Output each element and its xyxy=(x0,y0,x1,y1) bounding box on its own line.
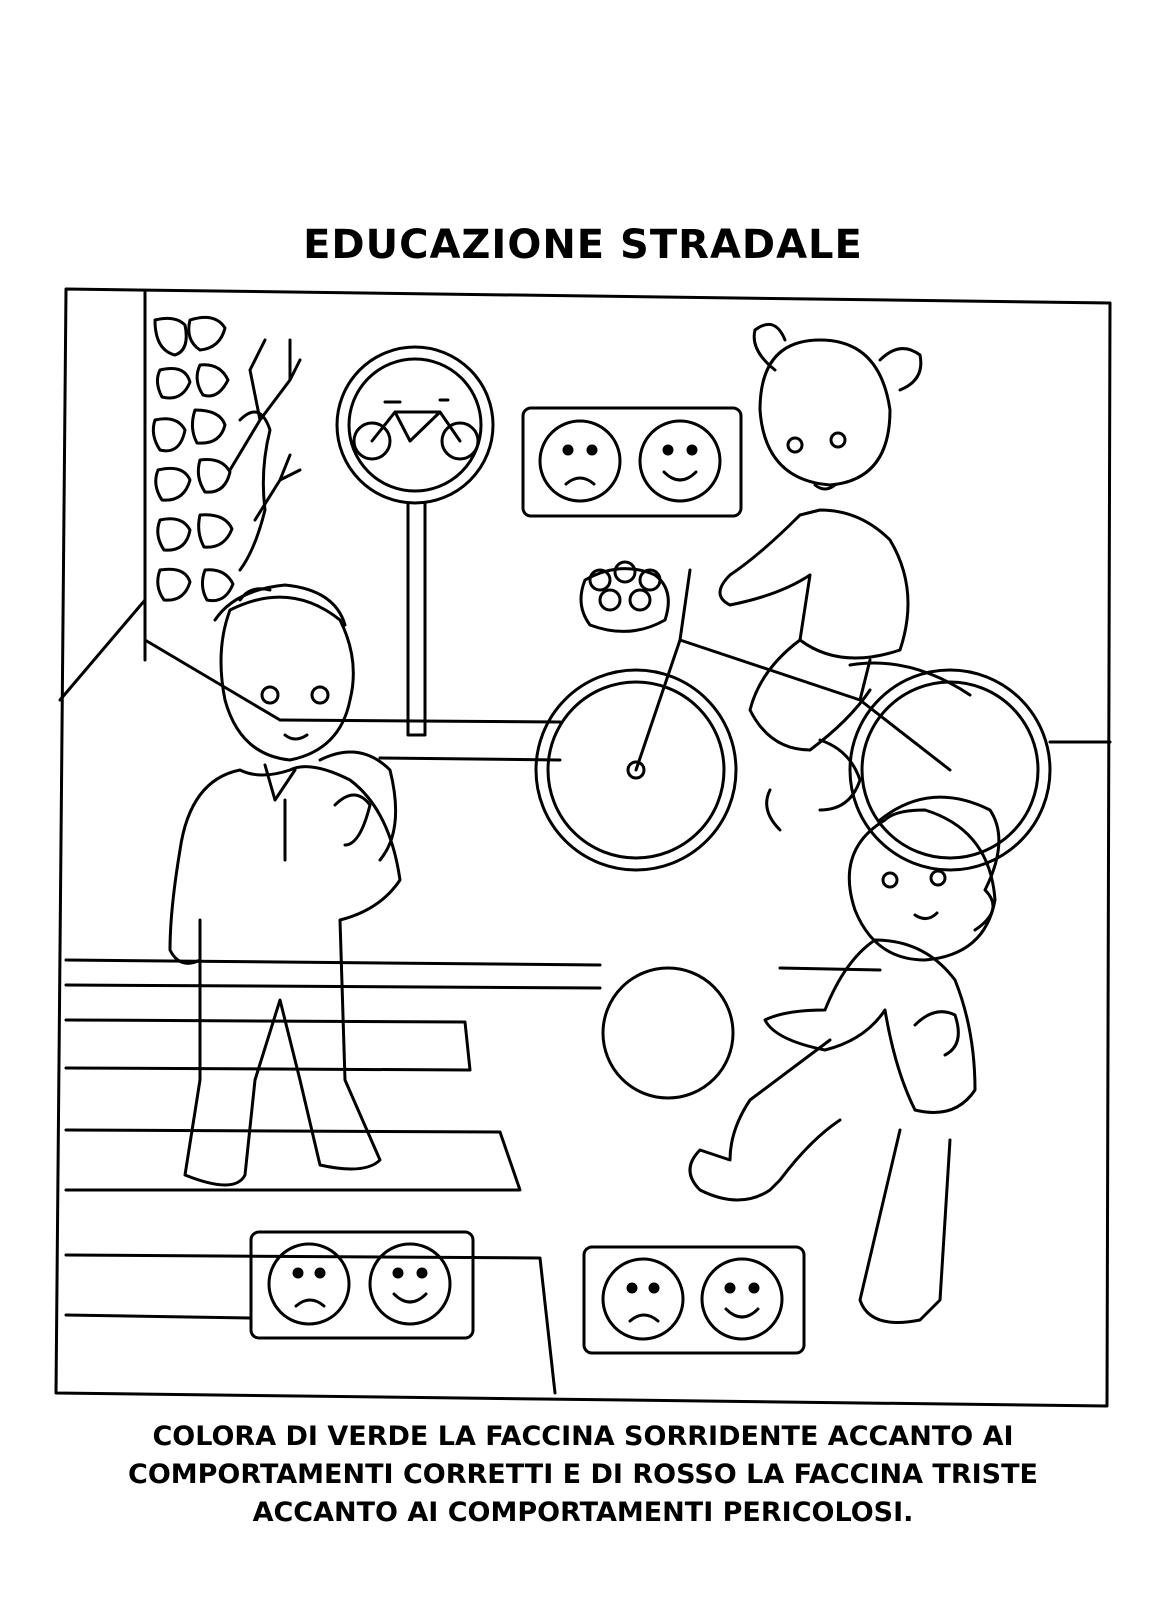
page-title: EDUCAZIONE STRADALE xyxy=(303,222,863,268)
stone-wall xyxy=(145,291,270,660)
sad-face-icon xyxy=(540,421,620,501)
instructions-line-1: COLORA DI VERDE LA FACCINA SORRIDENTE ACCANTO AI xyxy=(152,1421,1014,1452)
smiley-panel-top xyxy=(523,408,741,516)
smiley-panel-left xyxy=(251,1232,473,1338)
smiley-panel-right xyxy=(584,1247,804,1353)
sad-face-icon xyxy=(603,1259,683,1339)
instructions-text xyxy=(40,1418,1126,1532)
happy-face-icon xyxy=(702,1259,782,1339)
road-lines xyxy=(60,600,1110,988)
instructions-line-2: COMPORTAMENTI CORRETTI E DI ROSSO LA FACCINA TRISTE xyxy=(128,1459,1038,1490)
picture-frame xyxy=(56,289,1110,1406)
ball xyxy=(603,968,733,1098)
instructions-line-3: ACCANTO AI COMPORTAMENTI PERICOLOSI. xyxy=(252,1497,914,1528)
boy-kicking-ball xyxy=(690,797,999,1322)
happy-face-icon xyxy=(640,421,720,501)
bicycle-road-sign xyxy=(337,347,493,735)
girl-on-bicycle xyxy=(536,324,1050,870)
